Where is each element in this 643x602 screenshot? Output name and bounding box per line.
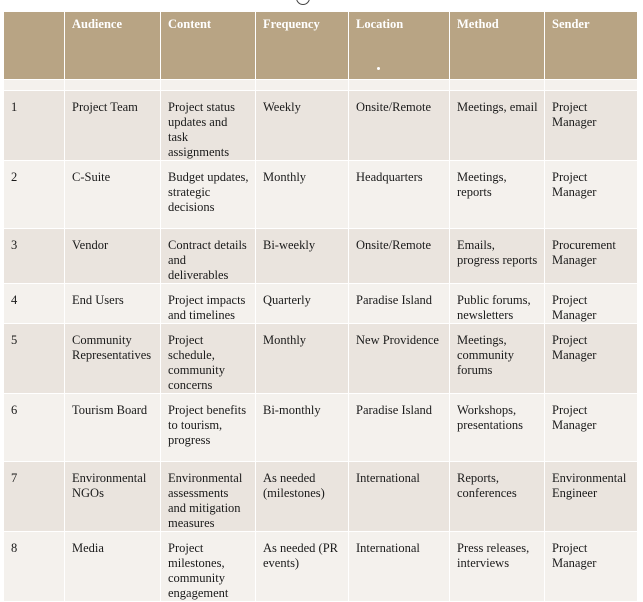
audience-cell: Project Team bbox=[65, 91, 161, 161]
method-cell: Public forums, newsletters bbox=[450, 284, 545, 324]
frequency-cell: Weekly bbox=[256, 91, 349, 161]
method-cell: Meetings, reports bbox=[450, 161, 545, 229]
row-number: 3 bbox=[4, 229, 65, 284]
header-content: Content bbox=[161, 12, 256, 80]
table-header-row bbox=[4, 12, 638, 80]
content-cell: Project benefits to tourism, progress bbox=[161, 394, 256, 462]
method-cell: Meetings, community forums bbox=[450, 324, 545, 394]
row-number: 1 bbox=[4, 91, 65, 161]
spacer-row bbox=[4, 80, 638, 91]
frequency-cell: Bi-weekly bbox=[256, 229, 349, 284]
method-cell: Reports, conferences bbox=[450, 462, 545, 532]
audience-cell: Community Representatives bbox=[65, 324, 161, 394]
table-row bbox=[4, 324, 638, 394]
header-sender: Sender bbox=[545, 12, 638, 80]
header-location: Location bbox=[349, 12, 450, 80]
frequency-cell: Quarterly bbox=[256, 284, 349, 324]
location-cell: Headquarters bbox=[349, 161, 450, 229]
sender-cell: Project Manager bbox=[545, 161, 638, 229]
method-cell: Meetings, email bbox=[450, 91, 545, 161]
sender-cell: Project Manager bbox=[545, 284, 638, 324]
table-row bbox=[4, 229, 638, 284]
table-row bbox=[4, 394, 638, 462]
communication-plan-table bbox=[3, 11, 638, 602]
frequency-cell: Bi-monthly bbox=[256, 394, 349, 462]
audience-cell: Environmental NGOs bbox=[65, 462, 161, 532]
content-cell: Budget updates, strategic decisions bbox=[161, 161, 256, 229]
decorative-circle-mark bbox=[296, 0, 310, 5]
audience-cell: Tourism Board bbox=[65, 394, 161, 462]
sender-cell: Environmental Engineer bbox=[545, 462, 638, 532]
header-dot-mark bbox=[377, 67, 380, 70]
location-cell: Paradise Island bbox=[349, 284, 450, 324]
content-cell: Project status updates and task assignments bbox=[161, 91, 256, 161]
location-cell: Onsite/Remote bbox=[349, 229, 450, 284]
content-cell: Environmental assessments and mitigation measures bbox=[161, 462, 256, 532]
row-number: 2 bbox=[4, 161, 65, 229]
header-method: Method bbox=[450, 12, 545, 80]
table-row bbox=[4, 161, 638, 229]
content-cell: Project schedule, community concerns bbox=[161, 324, 256, 394]
header-frequency: Frequency bbox=[256, 12, 349, 80]
row-number: 6 bbox=[4, 394, 65, 462]
header-audience: Audience bbox=[65, 12, 161, 80]
table-row bbox=[4, 91, 638, 161]
method-cell: Press releases, interviews bbox=[450, 532, 545, 602]
location-cell: International bbox=[349, 532, 450, 602]
table-row bbox=[4, 462, 638, 532]
audience-cell: Media bbox=[65, 532, 161, 602]
location-cell: International bbox=[349, 462, 450, 532]
frequency-cell: As needed (milestones) bbox=[256, 462, 349, 532]
location-cell: New Providence bbox=[349, 324, 450, 394]
content-cell: Contract details and deliverables bbox=[161, 229, 256, 284]
sender-cell: Project Manager bbox=[545, 324, 638, 394]
content-cell: Project impacts and timelines bbox=[161, 284, 256, 324]
sender-cell: Project Manager bbox=[545, 91, 638, 161]
location-cell: Onsite/Remote bbox=[349, 91, 450, 161]
table-row bbox=[4, 284, 638, 324]
sender-cell: Project Manager bbox=[545, 532, 638, 602]
frequency-cell: As needed (PR events) bbox=[256, 532, 349, 602]
table-row bbox=[4, 532, 638, 602]
header-number bbox=[4, 12, 65, 80]
sender-cell: Procurement Manager bbox=[545, 229, 638, 284]
audience-cell: Vendor bbox=[65, 229, 161, 284]
row-number: 5 bbox=[4, 324, 65, 394]
frequency-cell: Monthly bbox=[256, 324, 349, 394]
method-cell: Workshops, presentations bbox=[450, 394, 545, 462]
audience-cell: C-Suite bbox=[65, 161, 161, 229]
content-cell: Project milestones, community engagement bbox=[161, 532, 256, 602]
row-number: 4 bbox=[4, 284, 65, 324]
method-cell: Emails, progress reports bbox=[450, 229, 545, 284]
frequency-cell: Monthly bbox=[256, 161, 349, 229]
row-number: 7 bbox=[4, 462, 65, 532]
location-cell: Paradise Island bbox=[349, 394, 450, 462]
audience-cell: End Users bbox=[65, 284, 161, 324]
sender-cell: Project Manager bbox=[545, 394, 638, 462]
row-number: 8 bbox=[4, 532, 65, 602]
